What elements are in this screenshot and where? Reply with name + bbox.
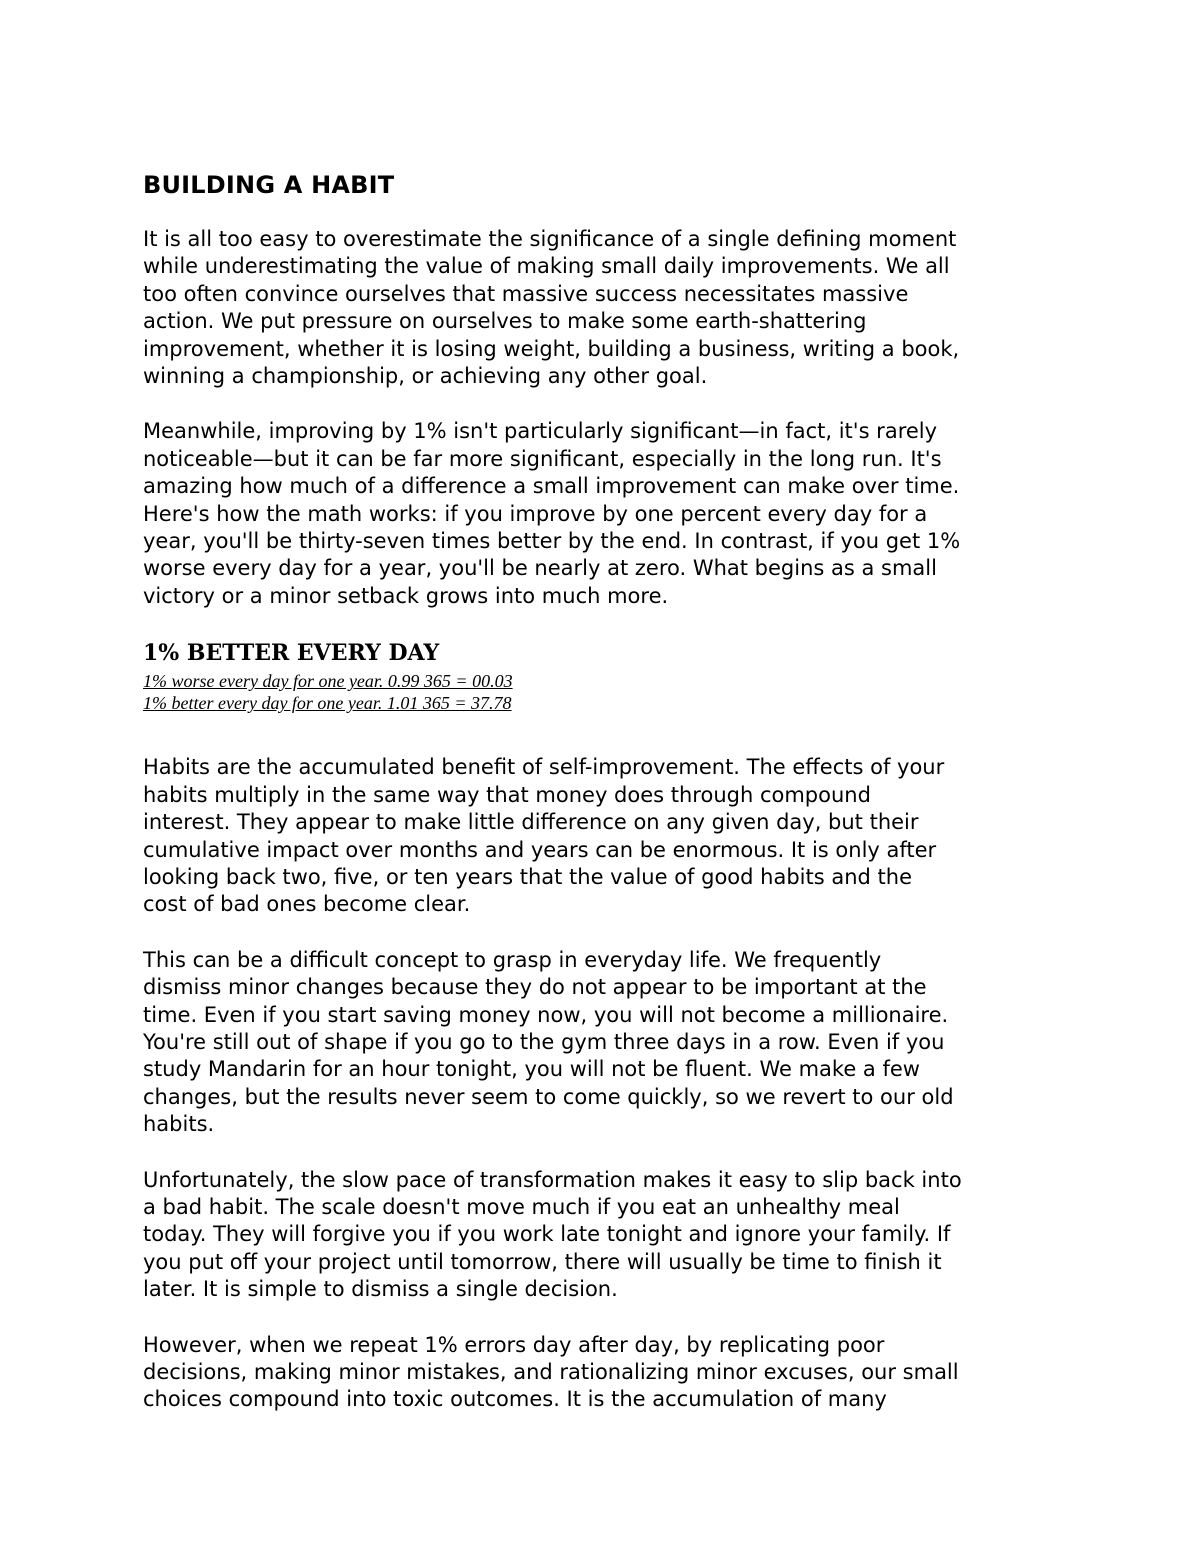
paragraph-slow-pace: Unfortunately, the slow pace of transformation makes it easy to slip back into a bad habit. The scale doesn't move much if you eat an unhealthy meal today. They will forgive you if you work late tonight and ignore your family. If you put off your project until tomorrow, there will usually be time to finish it later. It is simple to dismiss a single decision.: [143, 1167, 962, 1302]
document-page: [143, 170, 1073, 1414]
paragraph-errors: However, when we repeat 1% errors day after day, by replicating poor decisions, making minor mistakes, and rationalizing minor excuses, our small choices compound into toxic outcomes. It is the accumulation of many: [143, 1332, 959, 1412]
paragraph-one-percent: Meanwhile, improving by 1% isn't particularly significant—in fact, it's rarely noticeable—but it can be far more significant, especially in the long run. It's amazing how much of a difference a small improvement can make over time. Here's how the math works: if you improve by one percent every day for a year, you'll be thirty-seven times better by the end. In contrast, if you get 1% worse every day for a year, you'll be nearly at zero. What begins as a small victory or a minor setback grows into much more.: [143, 419, 961, 608]
section-heading: 1% BETTER EVERY DAY: [143, 640, 440, 667]
document-title: BUILDING A HABIT: [143, 171, 395, 199]
paragraph-difficult-concept: This can be a difficult concept to grasp in everyday life. We frequently dismiss minor changes because they do not appear to be important at the time. Even if you start saving money now, you will not become a millionaire. You're still out of shape if you go to the gym three days in a row. Even if you study Mandarin for an hour tonight, you will not be fluent. We make a few changes, but the results never seem to come quickly, so we revert to our old habits.: [143, 947, 954, 1137]
paragraph-habits: Habits are the accumulated benefit of self-improvement. The effects of your habits multiply in the same way that money does through compound interest. They appear to make little difference on any given day, but their cumulative impact over months and years can be enormous. It is only after looking back two, five, or ten years that the value of good habits and the cost of bad ones become clear.: [143, 755, 945, 917]
formula-worse: 1% worse every day for one year. 0.99 365 = 00.03: [143, 671, 513, 692]
formula-list: [143, 670, 1073, 714]
paragraph-intro: It is all too easy to overestimate the significance of a single defining moment while underestimating the value of making small daily improvements. We all too often convince ourselves that massive success necessitates massive action. We put pressure on ourselves to make some earth-shattering improvement, whether it is losing weight, building a business, writing a book, winning a championship, or achieving any other goal.: [143, 227, 960, 389]
formula-better: 1% better every day for one year. 1.01 365 = 37.78: [143, 693, 512, 714]
